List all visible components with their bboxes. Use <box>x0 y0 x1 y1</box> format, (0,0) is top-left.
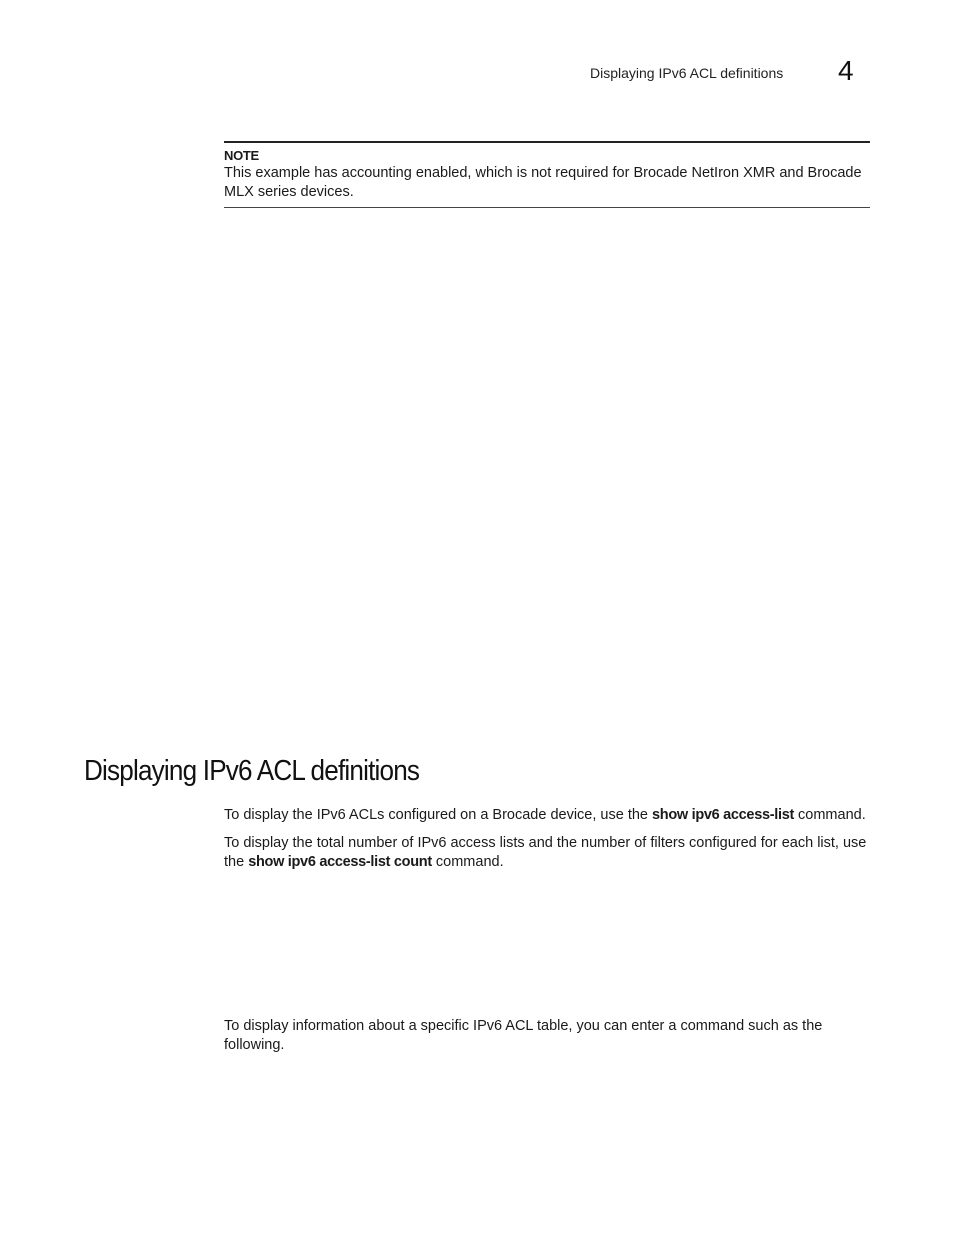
paragraph-specific-acl-table: To display information about a specific IPv6 ACL table, you can enter a command such as the following. <box>224 1018 823 1053</box>
paragraph-text: command. <box>431 854 504 870</box>
note-text: This example has accounting enabled, which is not required for Brocade NetIron XMR and Brocade MLX series devices. <box>224 165 862 200</box>
note-box <box>224 141 870 208</box>
paragraph-access-list-count <box>224 834 874 872</box>
paragraph-text: To display the IPv6 ACLs configured on a Brocade device, use the <box>224 807 653 823</box>
section-heading: Displaying IPv6 ACL definitions <box>84 755 420 787</box>
command-show-ipv6-access-list-count: show ipv6 access-list count <box>248 854 432 870</box>
running-header-title: Displaying IPv6 ACL definitions <box>590 65 784 81</box>
chapter-number: 4 <box>838 55 854 86</box>
paragraph-text: To display the total number of IPv6 access lists and the number of filters configured for each list, use the <box>224 835 867 870</box>
paragraph-show-access-list <box>224 806 874 825</box>
note-label: NOTE <box>224 148 259 163</box>
paragraph-text: command. <box>794 807 866 823</box>
command-show-ipv6-access-list: show ipv6 access-list <box>652 807 795 823</box>
